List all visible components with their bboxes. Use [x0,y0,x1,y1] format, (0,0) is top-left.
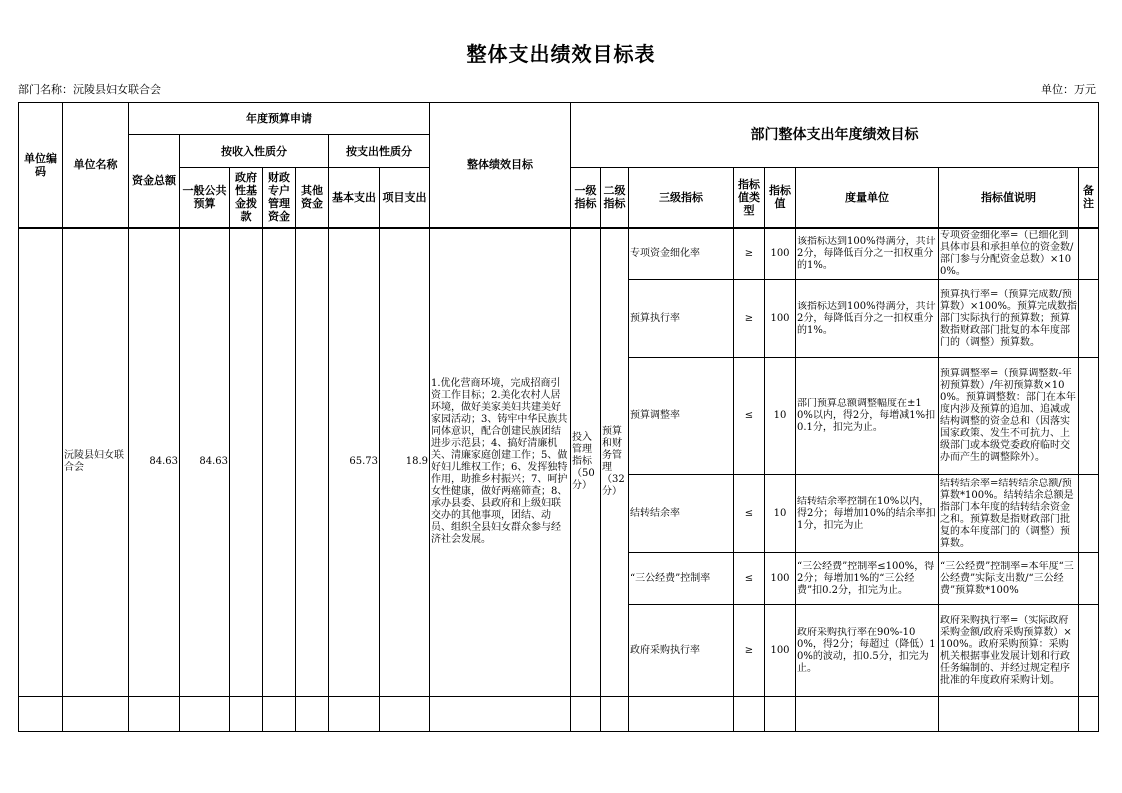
unit-label: 单位：万元 [1041,83,1096,96]
gov-fund-cell [230,228,263,697]
header-annual-budget: 年度预算申请 [129,103,430,135]
indicator-name: 政府采购执行率 [629,605,734,697]
empty-cell [380,697,430,732]
indicator-type: ≤ [734,475,765,553]
indicator-desc: 预算执行率=（预算完成数/预算数）×100%。预算完成数指部门实际执行的预算数；预算数指财政部门批复的本年度部门的（调整）预算数。 [939,280,1079,358]
header-unit-code: 单位编码 [19,103,63,228]
header-overall-goal: 整体绩效目标 [430,103,571,228]
header-indicator-desc: 指标值说明 [939,168,1079,228]
indicator-measure: 该指标达到100%得满分，共计2分，每降低百分之一扣权重分的1%。 [796,228,939,280]
indicator-desc: 预算调整率=（预算调整数-年初预算数）/年初预算数×100%。预算调整数：部门在本年度内涉及预算的追加、追减或结构调整的资金总和（因落实国家政策、发生不可抗力、上级部门或本级党委政府临时交办而产生的调整除外）。 [939,358,1079,475]
indicator-name: 结转结余率 [629,475,734,553]
indicator-value: 10 [765,475,796,553]
overall-goal-cell: 1.优化营商环境，完成招商引资工作目标；2.美化农村人居环境，做好美家美妇共建美好家园活动；3、铸牢中华民族共同体意识，配合创建民族团结进步示范县；4、搞好清廉机关、清廉家庭创建工作；5、做好妇儿维权工作；6、发挥独特作用，助推乡村振兴；7、呵护女性健康，做好两癌筛查；8、承办县委、县政府和上级妇联交办的其他事项，团结、动员、组织全县妇女群众参与经济社会发展。 [430,228,571,697]
empty-cell [939,697,1079,732]
page-title: 整体支出绩效目标表 [466,42,656,66]
remark-cell [1079,553,1099,605]
total-funds-cell: 84.63 [129,228,180,697]
indicator-name: 专项资金细化率 [629,228,734,280]
indicator-value: 100 [765,605,796,697]
indicator-desc: “三公经费”控制率=本年度“三公经费”实际支出数/“三公经费”预算数*100% [939,553,1079,605]
empty-cell [19,697,63,732]
empty-cell [601,697,629,732]
empty-cell [263,697,296,732]
empty-cell [129,697,180,732]
empty-cell [296,697,329,732]
header-basic-expense: 基本支出 [329,168,380,228]
header-indicator-value: 指标值 [765,168,796,228]
indicator-measure: 结转结余率控制在10%以内，得2分；每增加10%的结余率扣1分，扣完为止 [796,475,939,553]
indicator-value: 100 [765,228,796,280]
indicator-measure: 政府采购执行率在90%-100%，得2分；每超过（降低）10%的波动，扣0.5分，扣完为止。 [796,605,939,697]
indicator-name: “三公经费”控制率 [629,553,734,605]
indicator-value: 100 [765,553,796,605]
indicator-type: ≥ [734,280,765,358]
basic-expense-cell: 65.73 [329,228,380,697]
header-level2: 二级指标 [601,168,629,228]
performance-table [18,102,1099,732]
indicator-name: 预算执行率 [629,280,734,358]
empty-cell [734,697,765,732]
empty-cell [1079,697,1099,732]
indicator-desc: 结转结余率=结转结余总额/预算数*100%。结转结余总额是指部门本年度的结转结余资金之和。预算数是指财政部门批复的本年度部门的（调整）预算数。 [939,475,1079,553]
indicator-type: ≤ [734,553,765,605]
other-funds-cell [296,228,329,697]
remark-cell [1079,475,1099,553]
header-project-expense: 项目支出 [380,168,430,228]
header-unit-name: 单位名称 [63,103,129,228]
indicator-value: 10 [765,358,796,475]
level2-cell: 预算和财务管理（32分） [601,228,629,697]
header-gov-fund: 政府性基金拨款 [230,168,263,228]
indicator-measure: 部门预算总额调整幅度在±10%以内，得2分，每增减1%扣0.1分，扣完为止。 [796,358,939,475]
header-measure-unit: 度量单位 [796,168,939,228]
indicator-measure: 该指标达到100%得满分，共计2分，每降低百分之一扣权重分的1%。 [796,280,939,358]
header-other-funds: 其他资金 [296,168,329,228]
indicator-type: ≥ [734,228,765,280]
empty-cell [180,697,230,732]
indicator-desc: 政府采购执行率=（实际政府采购金额/政府采购预算数）×100%。政府采购预算：采购机关根据事业发展计划和行政任务编制的、并经过规定程序批准的年度政府采购计划。 [939,605,1079,697]
header-indicator-type: 指标值类型 [734,168,765,228]
project-expense-cell: 18.9 [380,228,430,697]
remark-cell [1079,605,1099,697]
remark-cell [1079,280,1099,358]
empty-cell [765,697,796,732]
empty-cell [329,697,380,732]
header-dept-goal: 部门整体支出年度绩效目标 [571,103,1099,168]
indicator-name: 预算调整率 [629,358,734,475]
header-by-expense: 按支出性质分 [329,135,430,168]
unit-name-cell: 沅陵县妇女联合会 [63,228,129,697]
indicator-type: ≥ [734,605,765,697]
unit-code-cell [19,228,63,697]
header-by-income: 按收入性质分 [180,135,329,168]
header-general-public: 一般公共预算 [180,168,230,228]
indicator-value: 100 [765,280,796,358]
empty-cell [430,697,571,732]
department-name: 部门名称：沅陵县妇女联合会 [18,83,161,96]
header-level3: 三级指标 [629,168,734,228]
general-public-cell: 84.63 [180,228,230,697]
fiscal-special-cell [263,228,296,697]
indicator-type: ≤ [734,358,765,475]
remark-cell [1079,358,1099,475]
empty-cell [571,697,601,732]
indicator-desc: 专项资金细化率=（已细化到具体市县和承担单位的资金数/部门参与分配资金总数）×100%。 [939,228,1079,280]
header-level1: 一级指标 [571,168,601,228]
indicator-measure: “三公经费”控制率≤100%，得2分；每增加1%的“三公经费”扣0.2分，扣完为止。 [796,553,939,605]
header-remark: 备注 [1079,168,1099,228]
empty-cell [796,697,939,732]
header-fiscal-special: 财政专户管理资金 [263,168,296,228]
empty-cell [63,697,129,732]
header-total-funds: 资金总额 [129,135,180,228]
remark-cell [1079,228,1099,280]
level1-cell: 投入管理指标（50分） [571,228,601,697]
empty-cell [629,697,734,732]
empty-cell [230,697,263,732]
